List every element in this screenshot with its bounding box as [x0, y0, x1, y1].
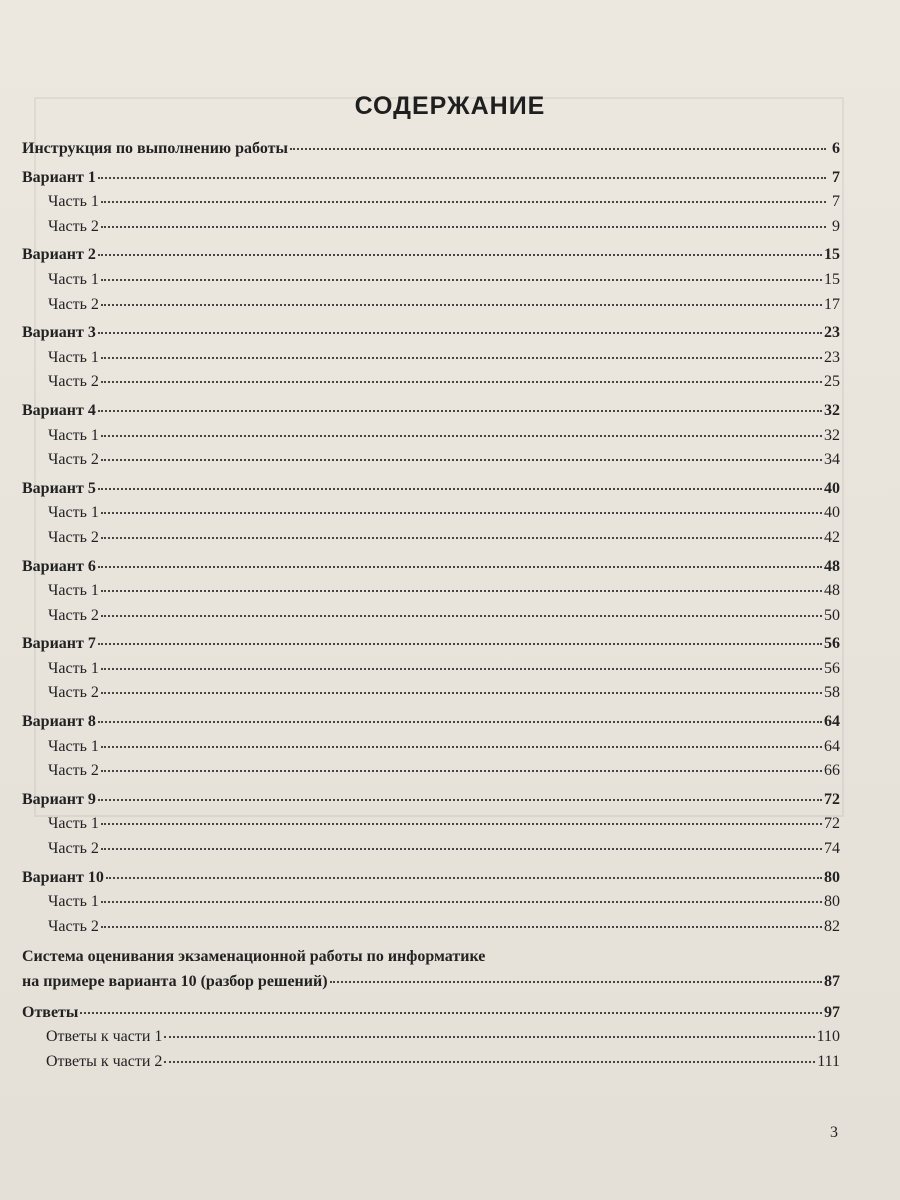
leader-dots: [101, 226, 826, 228]
toc-entry-page: 66: [824, 762, 840, 780]
toc-entry-label: Вариант 5: [22, 479, 96, 497]
toc-entry-section[interactable]: [22, 477, 840, 502]
toc-entry-subsection[interactable]: [22, 579, 840, 604]
toc-entry-page: 40: [824, 479, 840, 497]
leader-dots: [164, 1036, 814, 1038]
toc-entry-label: Часть 2: [48, 217, 99, 235]
toc-entry-label: Часть 1: [48, 737, 99, 755]
toc-entry-page: 64: [824, 737, 840, 755]
toc-entry-label: Часть 1: [48, 893, 99, 911]
toc-entry-subsection[interactable]: [22, 890, 840, 915]
leader-dots: [101, 692, 822, 694]
toc-entry-page: 56: [824, 659, 840, 677]
leader-dots: [330, 981, 822, 983]
page-title: СОДЕРЖАНИЕ: [354, 92, 546, 120]
toc-entry-subsection[interactable]: [22, 370, 840, 395]
toc-entry-subsection[interactable]: [22, 657, 840, 682]
toc-entry-page: 15: [824, 270, 840, 288]
toc-entry-section[interactable]: [22, 399, 840, 424]
toc-entry-subsection[interactable]: [22, 293, 840, 318]
toc-entry-page: 23: [824, 324, 840, 342]
toc-entry-subsection[interactable]: [22, 190, 840, 215]
toc-entry-section[interactable]: [22, 243, 840, 268]
leader-dots: [101, 926, 822, 928]
toc-entry-page: 32: [824, 401, 840, 419]
toc-entry-subsection[interactable]: [22, 604, 840, 629]
toc-entry-label: Вариант 3: [22, 324, 96, 342]
leader-dots: [98, 332, 822, 334]
leader-dots: [290, 148, 826, 150]
toc-entry-label: Часть 1: [48, 504, 99, 522]
toc-entry-label: Вариант 10: [22, 868, 104, 886]
table-of-contents: [22, 137, 840, 1074]
leader-dots: [101, 201, 826, 203]
toc-entry-label: Инструкция по выполнению работы: [22, 140, 288, 157]
leader-dots: [101, 357, 822, 359]
toc-entry-page: 50: [824, 606, 840, 624]
toc-entry-system-line1[interactable]: [22, 945, 840, 970]
leader-dots: [101, 746, 822, 748]
toc-entry-label: Часть 2: [48, 451, 99, 469]
toc-entry-answers-part2[interactable]: [22, 1050, 840, 1075]
toc-entry-label: Часть 2: [48, 528, 99, 546]
toc-entry-page: 32: [824, 426, 840, 444]
toc-entry-subsection[interactable]: [22, 215, 840, 240]
toc-entry-page: 97: [824, 1003, 840, 1021]
leader-dots: [98, 177, 826, 179]
toc-entry-subsection[interactable]: [22, 681, 840, 706]
toc-entry-page: 7: [832, 168, 840, 186]
toc-entry-label: Часть 2: [48, 373, 99, 391]
leader-dots: [101, 537, 822, 539]
toc-entry-label: Часть 2: [48, 684, 99, 702]
toc-entry-subsection[interactable]: [22, 759, 840, 784]
toc-entry-page: 40: [824, 504, 840, 522]
toc-entry-section[interactable]: [22, 866, 840, 891]
toc-entry-subsection[interactable]: [22, 526, 840, 551]
leader-dots: [101, 459, 822, 461]
toc-entry-label: Вариант 9: [22, 790, 96, 808]
toc-entry-page: 9: [832, 217, 840, 235]
leader-dots: [98, 721, 822, 723]
toc-entry-subsection[interactable]: [22, 424, 840, 449]
toc-entry-label: Часть 2: [48, 917, 99, 935]
leader-dots: [101, 279, 822, 281]
toc-entry-subsection[interactable]: [22, 915, 840, 940]
toc-entry-answers-part1[interactable]: [22, 1025, 840, 1050]
leader-dots: [101, 512, 822, 514]
toc-entry-subsection[interactable]: [22, 735, 840, 760]
toc-entry-page: 7: [832, 193, 840, 211]
toc-entry-answers[interactable]: [22, 1001, 840, 1026]
page-number: 3: [830, 1124, 838, 1141]
toc-entry-page: 15: [824, 246, 840, 264]
leader-dots: [101, 590, 822, 592]
toc-entry-section[interactable]: [22, 632, 840, 657]
toc-entry-label: Часть 2: [48, 295, 99, 313]
toc-entry-label: Часть 2: [48, 840, 99, 858]
leader-dots: [98, 643, 822, 645]
toc-entry-page: 17: [824, 295, 840, 313]
toc-entry-page: 80: [824, 868, 840, 886]
toc-entry-subsection[interactable]: [22, 346, 840, 371]
toc-entry-subsection[interactable]: [22, 812, 840, 837]
leader-dots: [101, 823, 822, 825]
toc-entry-label: Ответы к части 1: [46, 1028, 163, 1046]
toc-entry-page: 82: [824, 917, 840, 935]
toc-entry-label: Часть 1: [48, 815, 99, 833]
toc-entry-subsection[interactable]: [22, 501, 840, 526]
toc-entry-page: 48: [824, 582, 840, 600]
toc-entry-page: 64: [824, 713, 840, 731]
leader-dots: [101, 770, 822, 772]
toc-entry-page: 48: [824, 557, 840, 575]
toc-entry-page: 42: [824, 528, 840, 546]
toc-entry-page: 87: [824, 973, 840, 990]
leader-dots: [101, 848, 822, 850]
toc-entry-section[interactable]: [22, 788, 840, 813]
toc-entry-page: 6: [832, 140, 840, 157]
leader-dots: [98, 566, 822, 568]
toc-entry-page: 110: [816, 1028, 840, 1046]
toc-entry-page: 80: [824, 893, 840, 911]
toc-entry-label: Часть 1: [48, 582, 99, 600]
toc-entry-page: 72: [824, 815, 840, 833]
toc-entry-section[interactable]: [22, 555, 840, 580]
toc-entry-label: Часть 1: [48, 348, 99, 366]
toc-entry-page: 56: [824, 635, 840, 653]
toc-entry-label: Часть 1: [48, 193, 99, 211]
toc-entry-label: Ответы: [22, 1003, 79, 1021]
leader-dots: [98, 254, 822, 256]
toc-entry-section[interactable]: [22, 710, 840, 735]
toc-entry-section[interactable]: [22, 137, 840, 162]
toc-entries: [22, 137, 840, 945]
toc-entry-label: Часть 1: [48, 659, 99, 677]
toc-entry-label: Часть 1: [48, 270, 99, 288]
toc-entry-label: Вариант 2: [22, 246, 96, 264]
toc-entry-page: 23: [824, 348, 840, 366]
toc-entry-label: Часть 2: [48, 606, 99, 624]
leader-dots: [101, 668, 822, 670]
toc-entry-label: Вариант 4: [22, 401, 96, 419]
toc-entry-system[interactable]: [22, 970, 840, 995]
leader-dots: [164, 1061, 815, 1063]
toc-entry-label: Вариант 6: [22, 557, 96, 575]
leader-dots: [80, 1012, 822, 1014]
toc-entry-label: Часть 2: [48, 762, 99, 780]
toc-entry-label: Вариант 7: [22, 635, 96, 653]
toc-entry-subsection[interactable]: [22, 268, 840, 293]
toc-entry-page: 111: [817, 1052, 840, 1070]
toc-entry-page: 58: [824, 684, 840, 702]
toc-entry-label: Часть 1: [48, 426, 99, 444]
leader-dots: [98, 799, 822, 801]
toc-entry-section[interactable]: [22, 321, 840, 346]
toc-entry-page: 72: [824, 790, 840, 808]
toc-entry-label: Система оценивания экзаменационной работы по информатике: [22, 948, 486, 966]
leader-dots: [98, 410, 822, 412]
leader-dots: [98, 488, 822, 490]
leader-dots: [101, 304, 822, 306]
toc-entry-page: 74: [824, 840, 840, 858]
leader-dots: [101, 901, 822, 903]
leader-dots: [101, 615, 822, 617]
toc-entry-label: Ответы к части 2: [46, 1052, 163, 1070]
toc-entry-label: Вариант 1: [22, 168, 96, 186]
toc-entry-section[interactable]: [22, 166, 840, 191]
toc-entry-page: 34: [824, 451, 840, 469]
leader-dots: [101, 381, 822, 383]
leader-dots: [106, 877, 822, 879]
toc-entry-label: на примере варианта 10 (разбор решений): [22, 973, 328, 990]
leader-dots: [101, 435, 822, 437]
toc-entry-subsection[interactable]: [22, 448, 840, 473]
toc-entry-label: Вариант 8: [22, 713, 96, 731]
toc-entry-subsection[interactable]: [22, 837, 840, 862]
toc-entry-page: 25: [824, 373, 840, 391]
